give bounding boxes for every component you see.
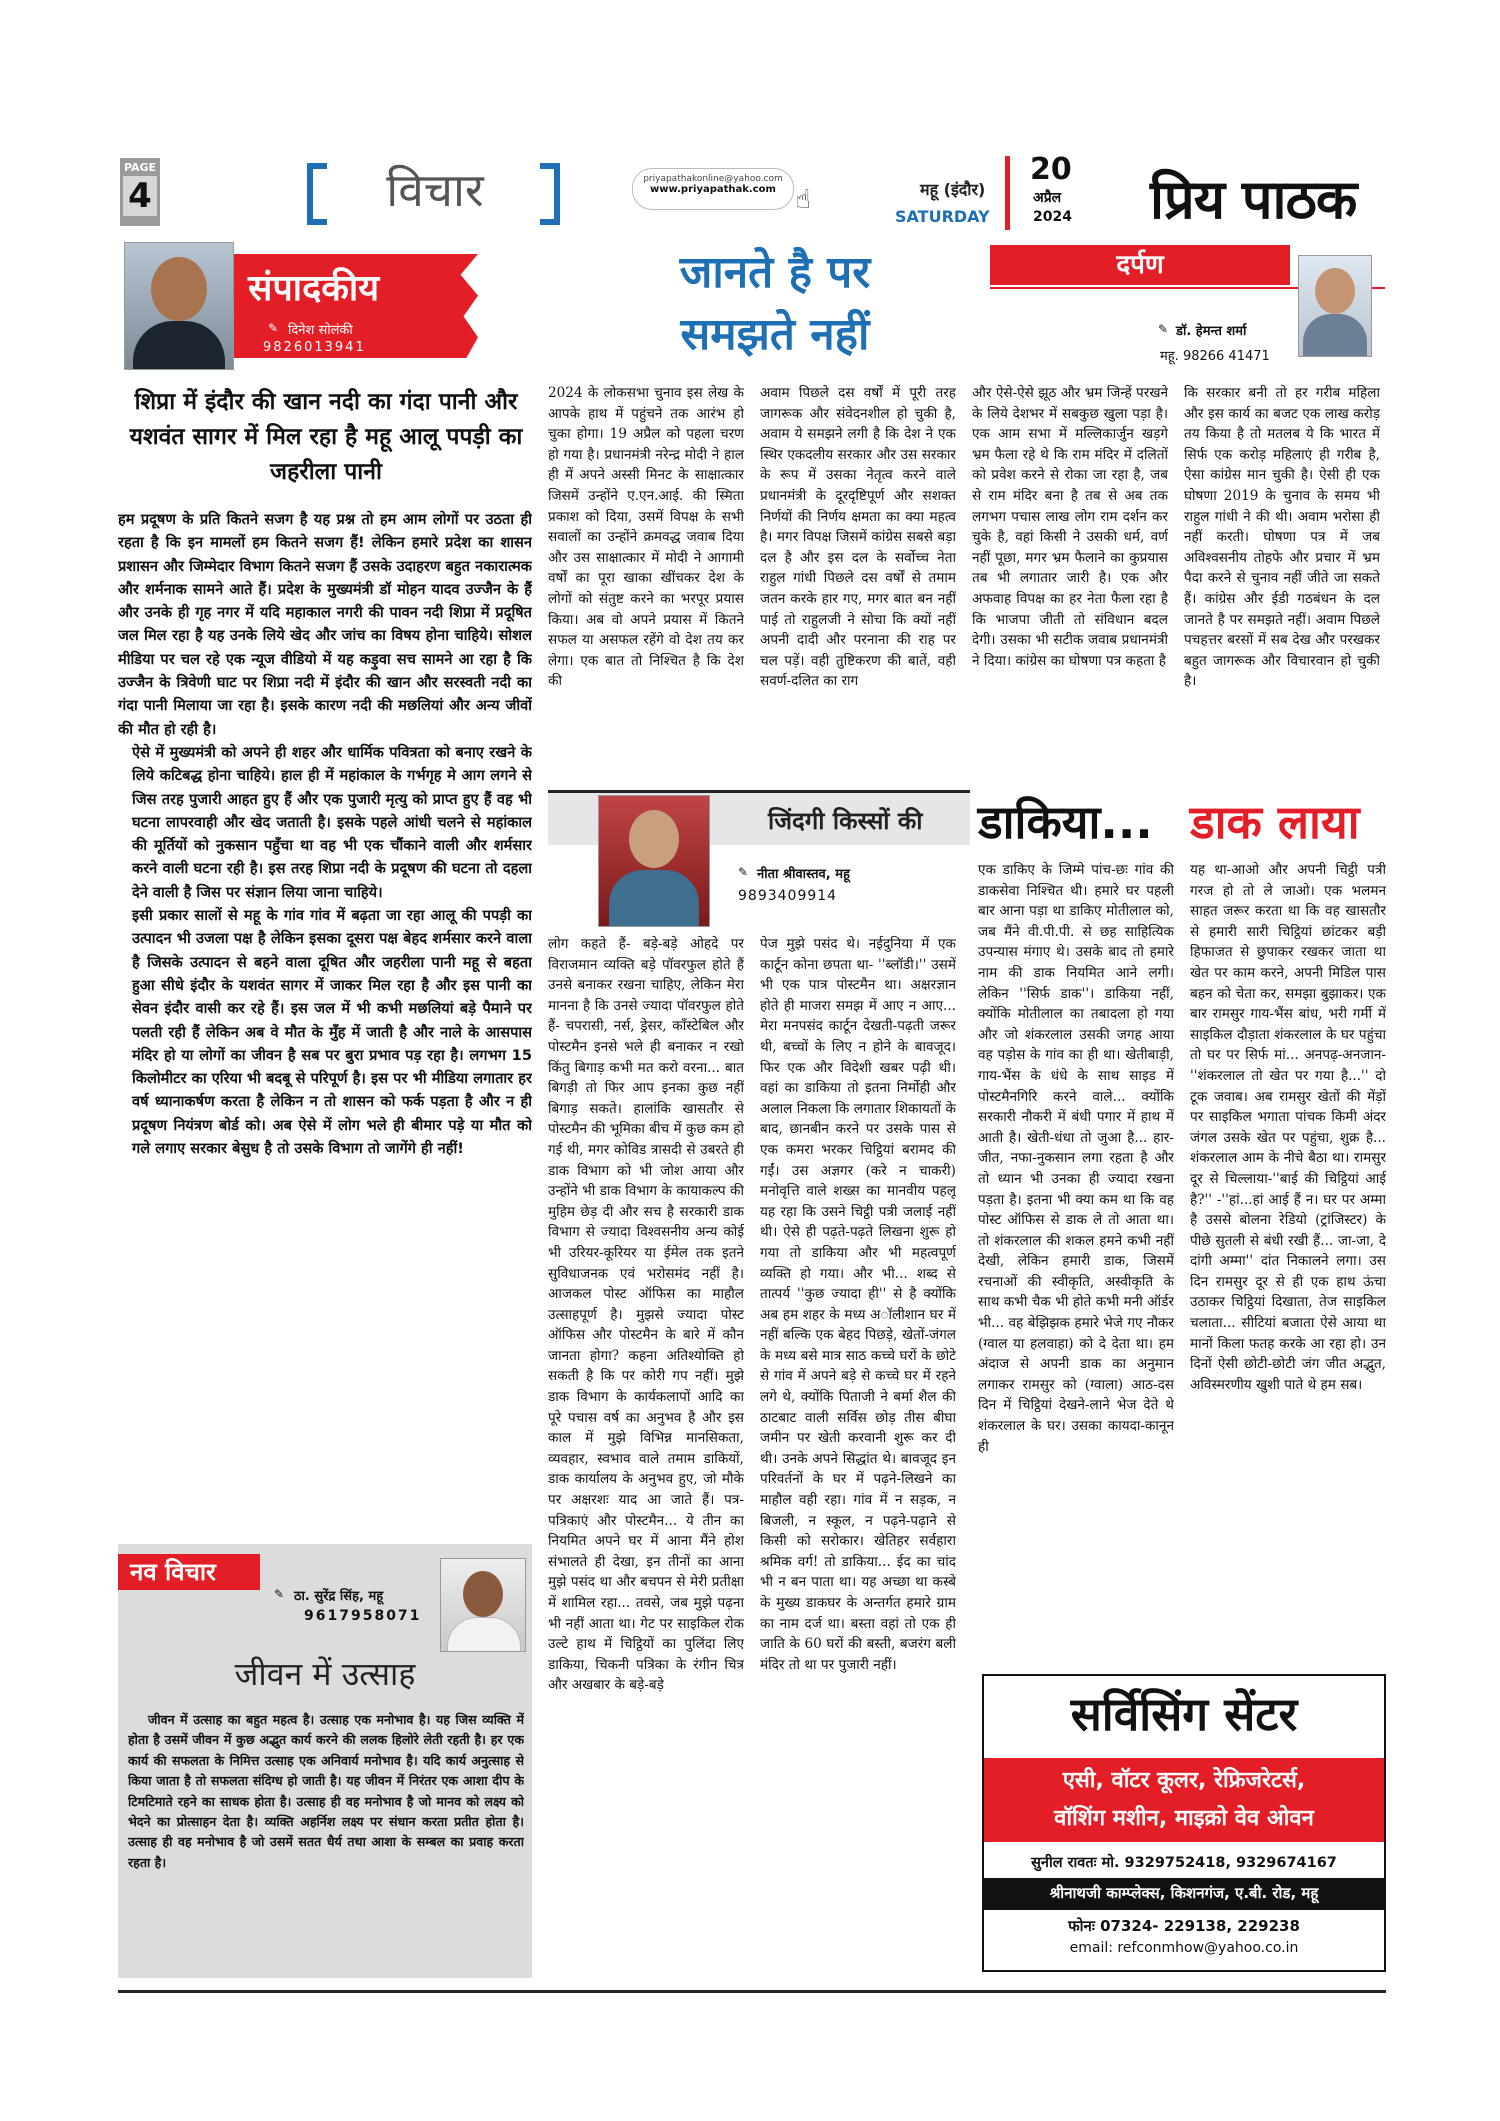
darpan-headline-1: जानते है पर — [679, 247, 871, 298]
ad-services-2: वॉशिंग मशीन, माइक्रो वेव ओवन — [1054, 1806, 1314, 1831]
editorial-phone: 9826013941 — [263, 340, 366, 355]
nav-vichar-body: जीवन में उत्साह का बहुत महत्व है। उत्साह एक मनोभाव है। यह जिस व्यक्ति में होता है उसमें जीवन में कुछ अद्भुत कार्य करने की ललक हिलोरे लेती रहती है। हर एक कार्य की सफलता के निमित्त उत्साह एक अनिवार्य मनोभाव है। यदि कार्य अनुत्साह से किया जाता है तो सफलता संदिग्ध हो जाती है। यह जीवन में निरंतर एक आशा दीप के टिमटिमाते रहने का साधक होता है। उत्साह ही वह मनोभाव है जो मानव को लक्ष्य को भेदने का प्रोत्साहन देता है। व्यक्ति अहर्निश लक्ष्य पर संधान करता प्रतीत होता है। उत्साह ही वह मनोभाव है जो उसमें सतत धैर्य तथा आशा के सम्बल का प्रवाह करता रहता है। — [128, 1712, 524, 1870]
nav-vichar-title: जीवन में उत्साह — [234, 1655, 416, 1693]
editorial-headline: शिप्रा में इंदौर की खान नदी का गंदा पानी और यशवंत सागर में मिल रहा है महू आलू पपड़ी का जहरीला पानी — [129, 389, 523, 485]
nav-vichar-box — [118, 1544, 532, 1978]
story-col-2: पेज मुझे पसंद थे। नईदुनिया में एक कार्टून कोना छपता था- ''ब्लॉडी।'' उसमें भी एक पात्र पोस्टमैन था। अक्षरज्ञान होते ही माजरा समझ में आए न आए... मेरा मनपसंद कार्टून देखती-पढ़ती जरूर थी, बच्चों के लिए न होने के बावजूद। फिर एक और विदेशी खबर पढ़ी थी। वहां का डाकिया तो इतना निर्मोही और अलाल निकला कि लगातार शिकायतों के बाद, छानबीन करने पर उसके पास से एक कमरा भरकर चिट्ठियां बरामद की गईं। उस अज्ञगर (करे न चाकरी) मनोवृत्ति वाले शख्स का मानवीय पहलू यह रहा कि उसने चिट्ठी पत्री जलाई नहीं थी। ऐसे ही पढ़ते-पढ़ते लिखना शुरू हो गया तो डाकिया और भी महत्वपूर्ण व्यक्ति हो गया। और भी... शब्द से तात्पर्य ''कुछ ज्यादा ही'' से है क्योंकि अब हम शहर के मध्य अॉलीशान घर में नहीं बल्कि एक बेहद पिछड़े, खेतों-जंगल के मध्य बसे मात्र साठ कच्चे घरों के छोटे से गांव में अपने बड़े से कच्चे घर में रहने लगे थे, क्योंकि पिताजी ने बर्मा शैल की ठाटबाट वाली सर्विस छोड़ तीस बीघा जमीन पर खेती करवानी शुरू कर दी थी। उनके अपने सिद्धांत थे। बावजूद इन परिवर्तनों के घर में पढ़ने-लिखने का माहौल वही रहा। गांव में न सड़क, न बिजली, न स्कूल, न पढ़ने-पढ़ाने से किसी को सरोकार। खेतिहर सर्वहारा श्रमिक वर्ग! तो डाकिया... ईद का चांद भी न बन पाता था। यह अच्छा था कस्बे के मुख्य डाकघर के अन्तर्गत हमारे ग्राम का नाम दर्ज था। बस्ता वहां तो एक ही जाति के 60 घरों की बस्ती, बजरंग बली मंदिर तो था पर पुजारी नहीं। — [760, 936, 956, 1673]
city-label: महू (इंदौर) — [920, 180, 986, 199]
email-text: priyapathakonline@yahoo.com — [643, 174, 783, 184]
story-phone: 9893409914 — [738, 888, 838, 904]
editorial-paragraph: हम प्रदूषण के प्रति कितने सजग है यह प्रश्न तो हम आम लोगों पर उठता ही रहता है कि इन मामलों हम कितने सजग हैं! लेकिन हमारे प्रदेश का शासन प्रशासन और जिम्मेदार विभाग कितने सजग हैं उसके उदाहरण बहुत नकारात्मक और शर्मनाक सामने आते हैं। प्रदेश के मुख्यमंत्री डॉ मोहन यादव उज्जैन के हैं और उनके ही गृह नगर में यदि महाकाल नगरी की पावन नदी शिप्रा में प्रदूषित जल मिल रहा है यह उनके लिये खेद और जांच का विषय होना चाहिये। सोशल मीडिया पर चल रहे एक न्यूज वीडियो में यह कड़ुवा सच सामने आ रहा है कि उज्जैन के त्रिवेणी घाट पर शिप्रा नदी में इंदौर की खान और सरस्वती नदी का गंदा पानी मिलाया जा रहा है। इसके कारण नदी की मछलियां और अन्य जीवों की मौत हो रही है। — [118, 511, 532, 738]
nav-vichar-label: नव विचार — [118, 1554, 260, 1590]
darpan-phone: महू. 98266 41471 — [1160, 349, 1270, 364]
section-bracket-left — [307, 163, 327, 225]
date-divider — [1005, 156, 1010, 230]
day-label: SATURDAY — [895, 207, 990, 226]
darpan-col-2: अवाम पिछले दस वर्षों में पूरी तरह जागरूक और संवेदनशील हो चुकी है, अवाम ये समझने लगी है कि देश ने एक स्थिर एकदलीय सरकार और उस सरकार के रूप में उसका नेतृत्व करने वाले प्रधानमंत्री के दूरदृष्टिपूर्ण और सशक्त निर्णयों की निर्णय क्षमता का क्या महत्व है। मगर विपक्ष जिसमें कांग्रेस सबसे बड़ा दल है और इस दल के सर्वोच्च नेता राहुल गांधी पिछले दस वर्षों से तमाम जतन करके हार गए, मगर बात बन नहीं पाई तो राहुलजी ने सोचा कि क्यों नहीं अपनी दादी और परनाना की राह पर चल पड़ें। वही तुष्टिकरण की बातें, वही सवर्ण-दलित का राग — [760, 385, 956, 690]
ad-box — [982, 1674, 1386, 1972]
nav-vichar-phone: 9617958071 — [304, 1608, 422, 1624]
darpan-col-3: और ऐसे-ऐसे झूठ और भ्रम जिन्हें परखने के लिये देशभर में सबकुछ खुला पड़ा है। एक आम सभा में मल्लिकार्जुन खड़गे भ्रम फैला रहे थे कि राम मंदिर में दलितों को प्रवेश करने से रोका जा रहा है, जब से राम मंदिर बना है तब से अब तक लगभग पचास लाख लोग राम दर्शन कर चुके है, वहां किसी ने उसकी धर्म, वर्ण नहीं पूछा, मगर भ्रम फैलाने का कुप्रयास तब भी लगातार जारी है। एक और अफवाह विपक्ष का हर नेता फैला रहा है कि भाजपा जीती तो संविधान बदल देगी। उसका भी सटीक जवाब प्रधानमंत्री ने दिया। कांग्रेस का घोषणा पत्र कहता है — [972, 385, 1168, 669]
website-text: www.priyapathak.com — [650, 184, 776, 195]
editorial-byline: दिनेश सोलंकी — [288, 323, 353, 338]
editorial-body — [118, 508, 532, 1520]
darpan-headline-2: समझते नहीं — [680, 309, 870, 360]
pen-icon: ✎ — [274, 1587, 285, 1601]
page-tag-label: PAGE — [123, 161, 157, 174]
ad-phone: फोनः 07324- 229138, 229238 — [1068, 1917, 1300, 1935]
brand-logo: प्रिय पाठक — [1150, 167, 1357, 231]
darpan-col-4: कि सरकार बनी तो हर गरीब महिला और इस कार्य का बजट एक लाख करोड़ तय किया है तो मतलब ये कि भारत में सिर्फ एक करोड़ महिलाएं ही गरीब है, ऐसा कांग्रेस मान चुकी है। ऐसी ही एक घोषणा 2019 के चुनाव के समय भी राहुल गांधी ने की थी। अवाम भरोसा ही नहीं करती। घोषणा पत्र में जब अविश्वसनीय तोहफे और प्रचार में भ्रम पैदा करने से चुनाव नहीं जीते जा सकते हैं। कांग्रेस और ईडी गठबंधन के दल जानते है पर समझते नहीं। अवाम पिछले पचहत्तर बरसों में सब देख और परखकर बहुत जागरूक और विचारवान हो चुकी है। — [1184, 385, 1380, 690]
ad-title: सर्विसिंग सेंटर — [1070, 1687, 1298, 1741]
author-photo — [440, 1558, 526, 1652]
story-col-3: एक डाकिए के जिम्मे पांच-छः गांव की डाकसेवा निश्चित थी। हमारे घर पहली बार आना पड़ा था डाकिए मोतीलाल को, जब मैंने वी.पी.पी. से छह साहित्यिक उपन्यास मंगाए थे। उसके बाद तो हमारे नाम की डाक नियमित आने लगी। लेकिन ''सिर्फ डाक''। डाकिया नहीं, क्योंकि मोतीलाल का तबादला हो गया और जो शंकरलाल उसकी जगह आया वह पड़ोस के गांव का ही था। खेतीबाड़ी, गाय-भैंस के धंधे के साथ साइड में पोस्टमैनगिरि करने वाले... क्योंकि सरकारी नौकरी में बंधी पगार में हाथ में आती है। खेती-धंधा तो जुआ है... हार-जीत, नफा-नुकसान लगा रहता है और तो ध्यान भी उनका ही ज्यादा रखना पड़ता है। इतना भी क्या कम था कि वह पोस्ट ऑफिस से डाक ले तो आता था। तो शंकरलाल की शकल हमने कभी नहीं देखी, लेकिन हमारी डाक, जिसमें रचनाओं की स्वीकृति, अस्वीकृति के साथ कभी चैक भी होते कभी मनी ऑर्डर भी... वह बेझिझक हमारे भेजे गए नौकर (ग्वाल या हलवाहा) को दे देता था। हम अंदाज से अपनी डाक का अनुमान लगाकर रामसुर को (ग्वाला) आठ-दस दिन में चिट्ठियां देखने-लाने भेज देते थे शंकरलाल के घर। उसका कायदा-कानून ही — [978, 862, 1174, 1455]
editor-photo — [124, 242, 234, 370]
pen-icon: ✎ — [268, 321, 279, 335]
section-title: विचार — [386, 163, 484, 217]
darpan-author-photo — [1298, 255, 1372, 357]
pointer-hand-icon: ☝ — [795, 185, 811, 215]
story-headline-black: डाकिया... — [978, 795, 1153, 849]
ad-services-1: एसी, वॉटर कूलर, रेफ्रिजरेटर्स, — [1062, 1768, 1306, 1793]
story-headline-red: डाक लाया — [1190, 795, 1360, 849]
darpan-label: दर्पण — [990, 245, 1290, 285]
pen-icon: ✎ — [1158, 322, 1169, 336]
darpan-byline: डॉ. हेमन्त शर्मा — [1176, 324, 1247, 339]
date-month: अप्रैल — [1033, 190, 1062, 206]
nav-vichar-byline: ठा. सुरेंद्र सिंह, महू — [294, 1589, 384, 1604]
ad-contact: सुनील रावतः मो. 9329752418, 9329674167 — [1031, 1855, 1337, 1871]
ad-email: email: refconmhow@yahoo.co.in — [1069, 1940, 1299, 1956]
section-bracket-right — [540, 163, 560, 225]
editorial-label: संपादकीय — [248, 268, 380, 309]
darpan-col-1: 2024 के लोकसभा चुनाव इस लेख के आपके हाथ में पहुंचने तक आरंभ हो चुका होगा। 19 अप्रैल को पहला चरण हो गया है। प्रधानमंत्री नरेन्द्र मोदी ने हाल ही में अपने अस्सी मिनट के साक्षात्कार जिसमें उन्होंने ए.एन.आई. की स्मिता प्रकाश को दिया, उसमें विपक्ष के सभी सवालों का उन्होंने क्रमवद्ध जवाब दिया और उस साक्षात्कार में मोदी ने आगामी वर्षों का पूरा खाका खींचकर देश के लोगों को संतुष्ट करने का भरपूर प्रयास किया। अब वो अपने प्रयास में कितने सफल या असफल रहेंगे वो देश तय कर लेगा। एक बात तो निश्चित है कि देश की — [548, 385, 744, 690]
story-byline: नीता श्रीवास्तव, महू — [757, 867, 850, 882]
story-col-1: लोग कहते हैं- बड़े-बड़े ओहदे पर विराजमान व्यक्ति बड़े पॉवरफुल होते हैं उनसे बनाकर रखना चाहिए, लेकिन मेरा मानना है कि उनसे ज्यादा पॉवरफुल होते हैं- चपरासी, नर्स, ड्रेसर, कॉंस्टेबिल और पोस्टमैन इनसे भले ही बनाकर न रखो किंतु बिगाड़ कभी मत करो वरना... बात बिगड़ी तो फिर आप इनका कुछ नहीं बिगाड़ सकते। हालांकि खासतौर से पोस्टमैन की भूमिका बीच में कुछ कम हो गई थी, मगर कोविड त्रासदी से उबरते ही डाक विभाग को भी जोश आया और उन्होंने भी डाक विभाग के कायाकल्प की मुहिम छेड़ दी और सच है सरकारी डाक विभाग से ज्यादा विश्वसनीय अन्य कोई भी उरियर-कूरियर या ईमेल तक इतने सुविधाजनक एवं भरोसमंद नहीं है। आजकल पोस्ट ऑफिस का माहौल उत्साहपूर्ण है। मुझसे ज्यादा पोस्ट ऑफिस और पोस्टमैन के बारे में कौन जानता होगा? कहना अतिश्योक्ति हो सकती है कि पर कोरी गप नहीं। मुझे डाक विभाग के कार्यकलापों आदि का पूरे पचास वर्ष का अनुभव है और इस काल में मुझे विभिन्न मानसिकता, व्यवहार, स्वभाव वाले तमाम डाकियों, डाक कार्यालय के अनुभव हुए, जो मौके पर अक्षरशः याद आ जाते हैं। पत्र-पत्रिकाएं और पोस्टमैन... ये तीन का नियमित अपने घर में आना मैंने होश संभालते ही देखा, इन तीनों का आना मुझे पसंद था और बचपन से मेरी प्रतीक्षा में शामिल रहा... तवसे, जब मुझे पढ़ना भी नहीं आता था। गेट पर साइकिल रोक उल्टे हाथ में चिट्ठियों का पुलिंदा लिए डाकिया, चिकनी पत्रिका के रंगीन चित्र और अखबार के बड़े-बड़े — [548, 936, 744, 1694]
page-number: 4 — [123, 176, 157, 216]
editorial-paragraph: ऐसे में मुख्यमंत्री को अपने ही शहर और धार्मिक पवित्रता को बनाए रखने के लिये कटिबद्ध होना चाहिये। हाल ही में महांकाल के गर्भगृह मे आग लगने से जिस तरह पुजारी आहत हुए हैं और एक पुजारी मृत्यु को प्राप्त हुए हैं वह भी घटना लापरवाही और खेद जताती है। इसके पहले आंधी चलने से महांकाल की मूर्तियों को नुकसान पहुँचा था वह भी एक चौंकाने वाली और शर्मसार करने वाली घटना रही है। इस तरह शिप्रा नदी के प्रदूषण की घटना तो दहला देने वाली है जिस पर संज्ञान लिया जाना चाहिये। — [132, 743, 532, 901]
ad-address: श्रीनाथजी काम्प्लेक्स, किशनगंज, ए.बी. रोड, महू — [1049, 1884, 1319, 1902]
editorial-paragraph: इसी प्रकार सालों से महू के गांव गांव में बढ़ता जा रहा आलू की पपड़ी का उत्पादन भी उजला पक्ष है लेकिन इसका दूसरा पक्ष बेहद शर्मसार करने वाला है जिसके उत्पादन से बहने वाला दूषित और जहरीला पानी महू से बहता हुआ सीधे इंदौर के यशवंत सागर में जाकर मिल रहा है और इस पानी का सेवन इंदौर वासी कर रहे हैं। इस जल में भी कभी मछलियां बड़े पैमाने पर पलती रही हैं लेकिन अब वे मौत के मुँह में जाती है और नाले के आसपास मंदिर हो या लोगों का जीवन है सब पर बुरा प्रभाव पड़ रहा है। लगभग 15 किलोमीटर का एरिया भी बदबू से परिपूर्ण है। इस पर भी मीडिया लगातार हर वर्ष ध्यानाकर्षण करता है लेकिन न तो शासन को फर्क पड़ता है और न ही प्रदूषण नियंत्रण बोर्ड को। अब ऐसे में लोग भले ही बीमार पड़े या मौत को गले लगाए सरकार बेसुध है तो उसके विभाग तो जागेंगे ही नहीं! — [132, 907, 532, 1158]
story-kicker: जिंदगी किस्सों की — [768, 807, 923, 835]
bottom-rule — [118, 1990, 1386, 1993]
date-year: 2024 — [1033, 209, 1072, 225]
date-day: 20 — [1030, 152, 1072, 187]
website-badge — [632, 168, 794, 210]
page-tag — [120, 158, 160, 226]
story-col-4: यह था-आओ और अपनी चिट्ठी पत्री गरज हो तो ले जाओ। एक भलमन साहत जरूर करता था कि वह खासतौर से हमारी सारी चिट्ठियां छांटकर बड़ी हिफाजत से छुपाकर रखकर जाता था खेत पर काम करने, अपनी मिडिल पास बहन को चेता कर, समझा बुझाकर। एक बार रामसुर गाय-भैंस बांध, भरी गर्मी में साइकिल दौड़ाता शंकरलाल के घर पहुंचा तो घर पर सिर्फ मां... अनपढ़-अनजान-''शंकरलाल तो खेत पर गया है...'' दो टूक जवाब। अब रामसुर खेतों की मेंड़ों पर साइकिल भगाता पांचक किमी अंदर जंगल उसके खेत पर पहुंचा, शुक्र है... शंकरलाल आम के नीचे बैठा था। रामसुर दूर से चिल्लाया-''बाई की चिट्ठियां आई है?'' -''हां...हां आई हैं न। घर पर अम्मा है उससे बोलना रेडियो (ट्रांजिस्टर) के पीछे सुतली से बंधी रखी हैं... जा-जा, दे दांगी अम्मा'' दांत निकालने लगा। उस दिन रामसुर दूर से ही एक हाथ ऊंचा उठाकर चिट्ठियां दिखाता, तेज साइकिल चलाता... सीटियां बजाता ऐसे आया था मानों किला फतह करके आ रहा हो। उन दिनों ऐसी छोटी-छोटी जंग जीत अद्भुत, अविस्मरणीय खुशी पाते थे हम सब। — [1190, 862, 1386, 1393]
pen-icon: ✎ — [738, 865, 749, 879]
editorial-banner — [118, 242, 486, 370]
story-author-photo — [598, 795, 710, 927]
